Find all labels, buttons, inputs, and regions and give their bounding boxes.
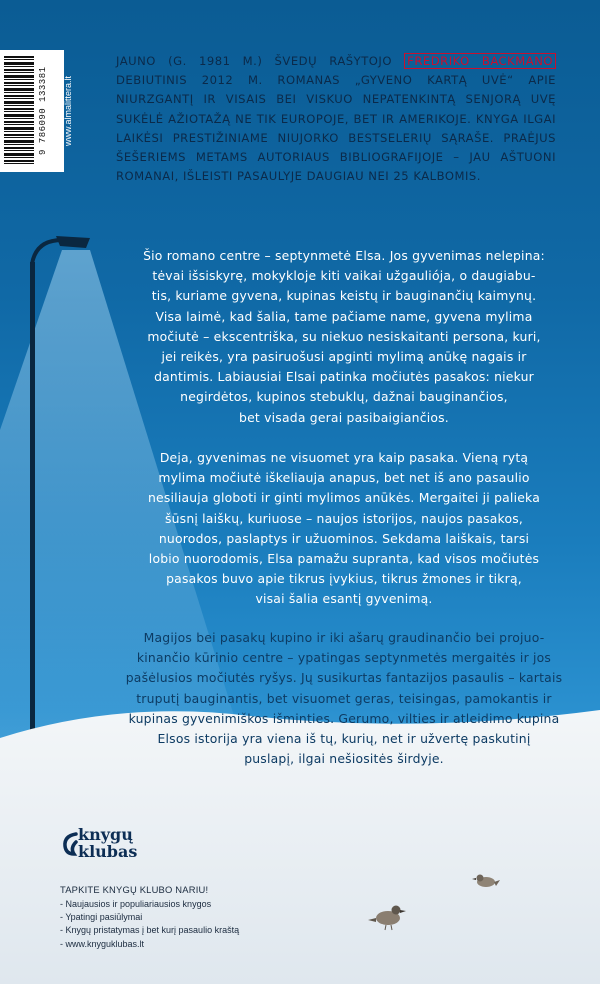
text-line: Šio romano centre – septynmetė Elsa. Jos gyvenimas nelepina: (143, 248, 545, 263)
text-line: Elsos istorija yra viena iš tų, kurių, net ir užvertę paskutinį (157, 731, 531, 747)
intro-text-after: DEBIUTINIS 2012 M. ROMANAS „GYVENO KARTĄ UVĖ“ APIE NIURZGANTĮ IR VISAIS BEI VISKUO NEPATENKINTĄ SENJORĄ UVĘ SUKĖLĖ AŽIOTAŽĄ NE TIK EUROPOJE, BET IR AMERIKOJE. KNYGA ILGAI LAIKĖSI PRESTIŽINIAME NIUJORKO BESTSELERIŲ SĄRAŠE. PRAĖJUS ŠEŠERIEMS METAMS AUTORIAUS BIBLIOGRAFIJOJE – JAU AŠTUONI ROMANAI, IŠLEISTI PASAULYJE DAUGIAU NEI 25 KALBOMIS. (116, 73, 556, 184)
club-title: TAPKITE KNYGŲ KLUBO NARIU! (60, 884, 209, 895)
text-line: tis, kuriame gyvena, kupinas keistų ir bauginančių kaimynų. (151, 288, 537, 304)
text-line: bet visada gerai pasibaigiančios. (239, 409, 449, 425)
text-line: negirdėtos, kupinos stebuklų, dažnai bauginančios, (180, 389, 508, 405)
barcode (0, 50, 64, 172)
text-line: pasakos buvo apie tikrus įvykius, tikrus žmones ir tikrą, (166, 571, 522, 587)
lamp-arm (32, 240, 62, 264)
text-line: Magijos bei pasakų kupino ir iki ašarų graudinančio bei projuo- (143, 630, 545, 645)
synopsis-paragraph-2 (118, 448, 570, 610)
author-intro (116, 52, 556, 186)
logo-line-1: knygų (78, 825, 133, 844)
lamp-head (56, 236, 90, 248)
club-benefit: - Naujausios ir populiariausios knygos (60, 899, 212, 909)
text-line: šūsnį laiškų, kuriuose – naujos istorijos, naujos pasakos, (164, 510, 524, 526)
text-line: jei reikės, yra pasiruošusi apginti mylimą anūkę nagais ir (161, 349, 527, 365)
synopsis-paragraph-1 (118, 246, 570, 428)
book-club-info (60, 884, 360, 951)
text-line: kupinas gyvenimiškos išminties. Gerumo, vilties ir atleidimo kupina (128, 710, 560, 726)
club-website: - www.knyguklubas.lt (60, 938, 145, 949)
text-line: puslapį, ilgai nešiositės širdyje. (244, 751, 444, 767)
text-line: dantimis. Labiausiai Elsai patinka močiutės pasakos: niekur (154, 369, 534, 385)
publisher-url: www.almalittera.lt (63, 75, 73, 147)
logo-wordmark (78, 826, 137, 860)
intro-text-before: JAUNO (G. 1981 M.) ŠVEDŲ RAŠYTOJO (116, 54, 405, 68)
text-line: močiutė – ekscentriška, su niekuo nesiskaitanti persona, kuri, (147, 328, 541, 344)
text-line: pašėlusios močiutės ryšys. Jų susikurtas fantazijos pasaulis – kartais (125, 670, 563, 686)
text-line: Visa laimė, kad šalia, tame pačiame name, gyvena mylima (155, 308, 533, 324)
author-name-highlight: FREDRIKO BACKMANO (404, 53, 556, 69)
text-line: visai šalia esantį gyvenimą. (255, 591, 433, 607)
text-line: Deja, gyvenimas ne visuomet yra kaip pasaka. Vieną rytą (159, 450, 529, 465)
text-line: mylima močiutė iškeliauja anapus, bet net iš ano pasaulio (158, 470, 530, 486)
isbn-digits: 9 786090 133381 (38, 66, 48, 156)
synopsis-paragraph-3 (118, 628, 570, 769)
barcode-bars (4, 56, 34, 166)
club-benefit: - Knygų pristatymas į bet kurį pasaulio kraštą (60, 925, 240, 936)
logo-line-2: klubas (78, 842, 138, 861)
knygu-klubas-logo (60, 826, 170, 870)
text-line: kinančio kūrinio centre – ypatingas septynmetės mergaitės ir jos (136, 650, 552, 666)
text-line: truputį bauginantis, bet visuomet geras, teisingas, pamokantis ir (136, 690, 552, 706)
text-line: nuorodos, paslaptys ir užuominos. Sekdama laiškais, tarsi (158, 530, 530, 546)
text-line: tėvai išsiskyrę, mokykloje kiti vaikai užgauliója, o daugiabu- (152, 268, 536, 284)
text-line: lobio nuorodomis, Elsa pamažu supranta, kad visos močiutės (148, 551, 540, 567)
club-benefit: - Ypatingi pasiūlymai (60, 912, 143, 923)
text-line: nesiliauja globoti ir ginti mylimos anūkės. Mergaitei ji palieka (148, 490, 540, 506)
